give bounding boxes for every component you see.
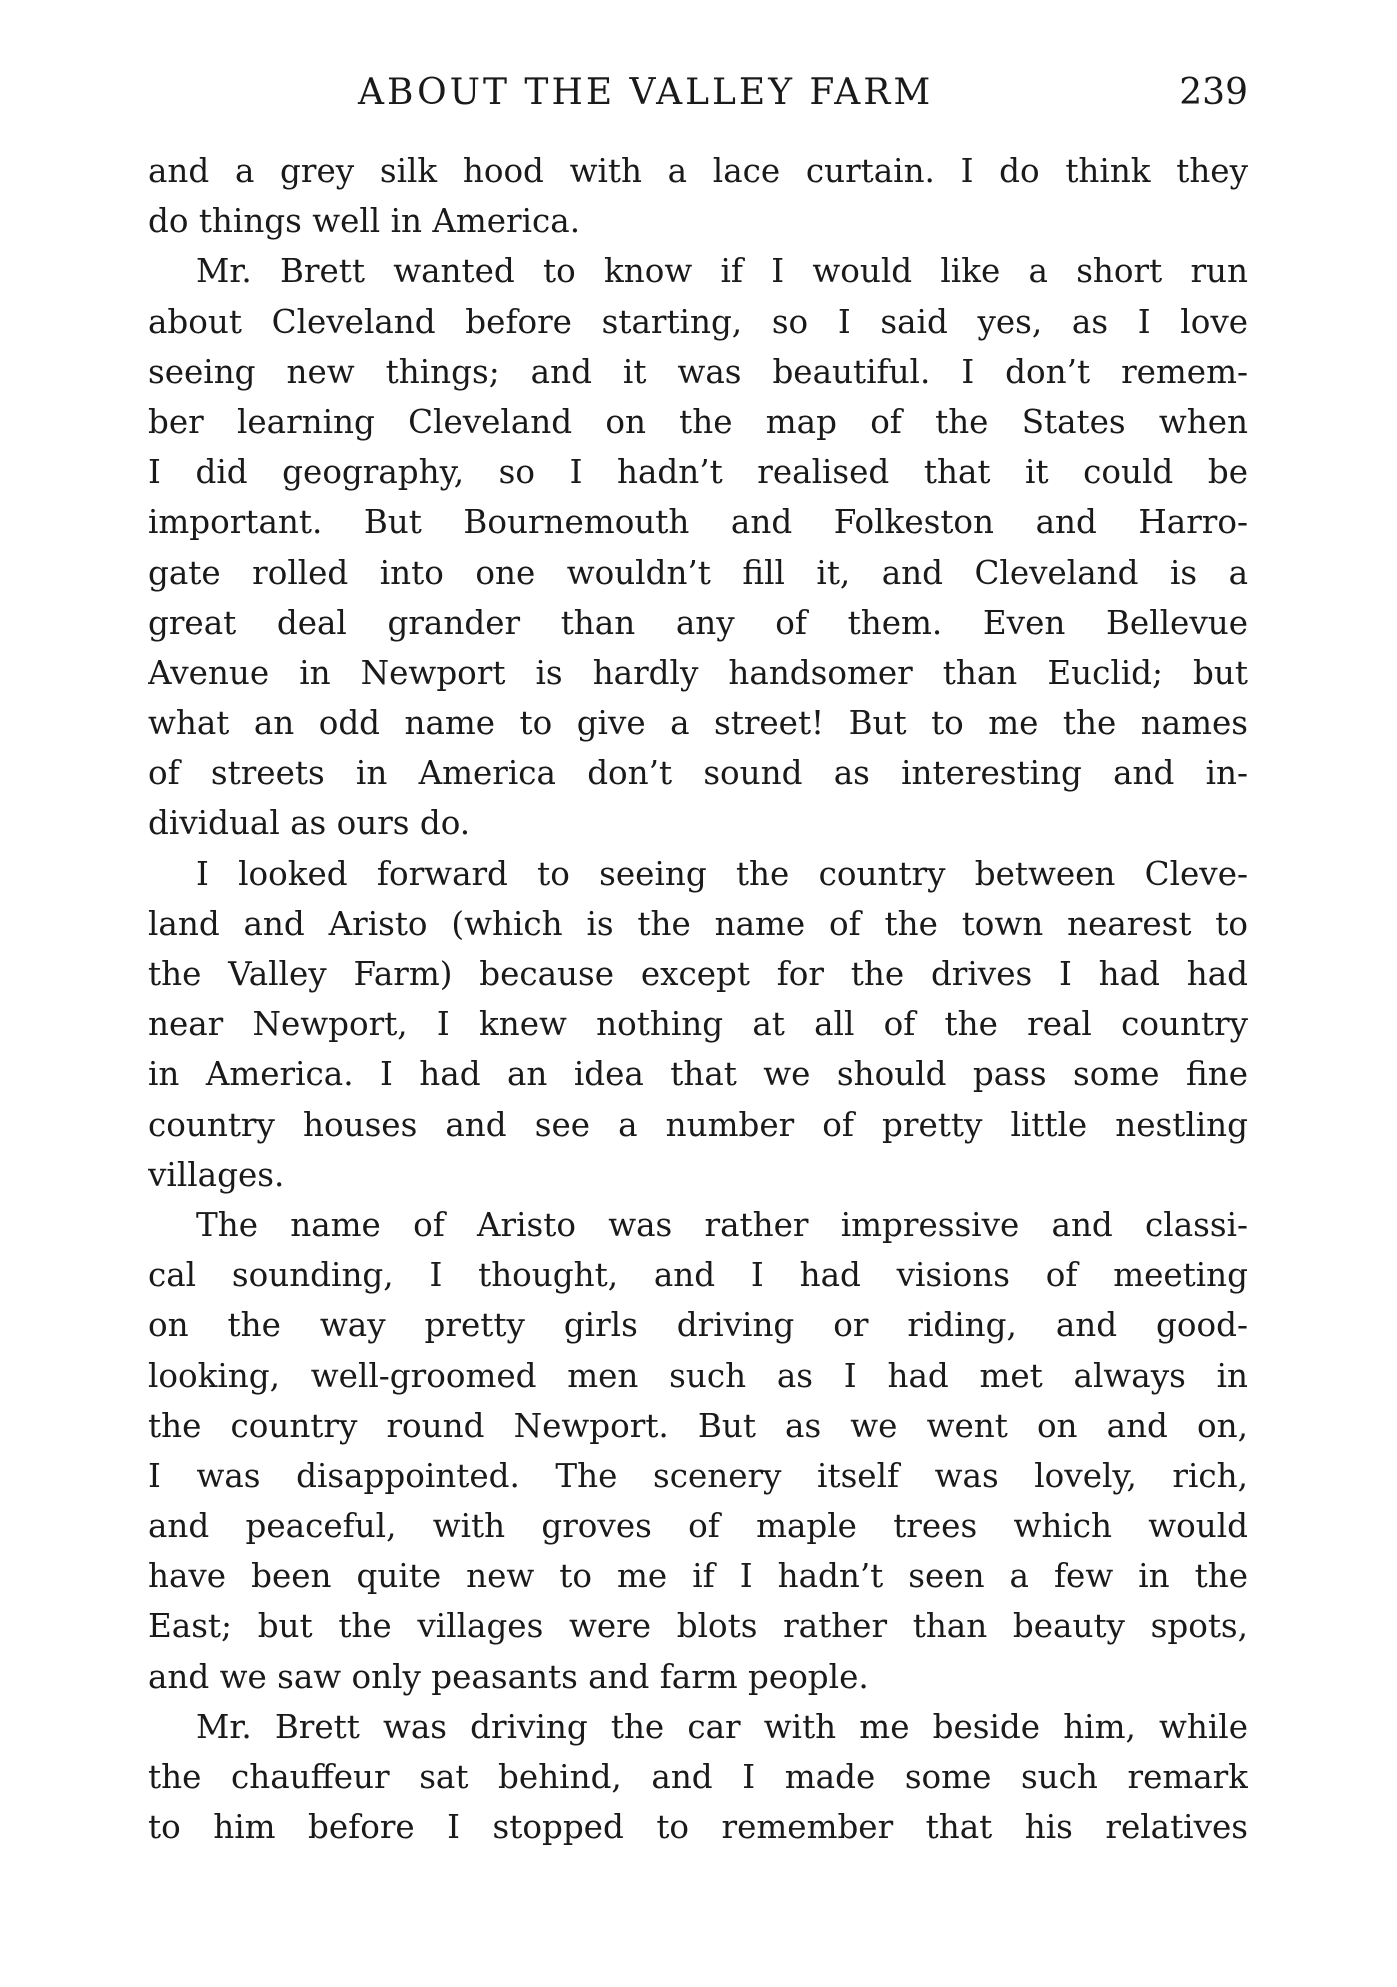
text-line: and we saw only peasants and farm people.: [148, 1657, 869, 1696]
body-text: [148, 146, 1248, 1852]
text-line: on the way pretty girls driving or riding, and good-: [148, 1306, 1248, 1345]
text-line: great deal grander than any of them. Even Bellevue: [148, 603, 1248, 642]
text-line: cal sounding, I thought, and I had visions of meeting: [148, 1256, 1248, 1295]
text-line: and peaceful, with groves of maple trees which would: [148, 1507, 1248, 1546]
text-line: country houses and see a number of pretty little nestling: [148, 1105, 1248, 1144]
text-line: The name of Aristo was rather impressive and classi-: [196, 1205, 1248, 1244]
text-line: seeing new things; and it was beautiful. I don’t remem-: [148, 352, 1248, 391]
text-line: dividual as ours do.: [148, 804, 471, 843]
text-line: Mr. Brett was driving the car with me beside him, while: [196, 1707, 1248, 1746]
text-line: gate rolled into one wouldn’t fill it, and Cleveland is a: [148, 553, 1248, 592]
text-line: to him before I stopped to remember that his relatives: [148, 1808, 1248, 1847]
text-line: looking, well-groomed men such as I had met always in: [148, 1356, 1248, 1395]
text-line: I did geography, so I hadn’t realised that it could be: [148, 453, 1248, 492]
text-line: East; but the villages were blots rather than beauty spots,: [148, 1607, 1248, 1646]
text-line: in America. I had an idea that we should pass some fine: [148, 1055, 1248, 1094]
text-line: the chauffeur sat behind, and I made some such remark: [148, 1758, 1248, 1796]
text-line: do things well in America.: [148, 202, 581, 241]
text-line: and a grey silk hood with a lace curtain. I do think they: [148, 152, 1248, 190]
running-title: ABOUT THE VALLEY FARM: [358, 72, 934, 113]
text-line: have been quite new to me if I hadn’t seen a few in the: [148, 1557, 1248, 1596]
text-line: ber learning Cleveland on the map of the States when: [148, 402, 1248, 441]
text-line: the Valley Farm) because except for the drives I had had: [148, 955, 1248, 993]
text-line: I looked forward to seeing the country between Cleve-: [196, 854, 1248, 893]
text-line: the country round Newport. But as we went on and on,: [148, 1406, 1248, 1445]
text-line: near Newport, I knew nothing at all of the real country: [148, 1005, 1248, 1044]
text-line: I was disappointed. The scenery itself was lovely, rich,: [148, 1456, 1248, 1495]
page-number: 239: [1179, 72, 1248, 113]
text-line: about Cleveland before starting, so I said yes, as I love: [148, 302, 1248, 341]
text-line: Avenue in Newport is hardly handsomer than Euclid; but: [148, 653, 1248, 692]
running-head: [148, 72, 1248, 122]
text-line: important. But Bournemouth and Folkeston and Harro-: [148, 503, 1248, 542]
text-line: land and Aristo (which is the name of the town nearest to: [148, 904, 1248, 943]
text-line: villages.: [148, 1155, 285, 1194]
text-line: what an odd name to give a street! But to me the names: [148, 704, 1248, 743]
text-line: of streets in America don’t sound as interesting and in-: [148, 754, 1248, 793]
text-line: Mr. Brett wanted to know if I would like a short run: [196, 252, 1248, 291]
